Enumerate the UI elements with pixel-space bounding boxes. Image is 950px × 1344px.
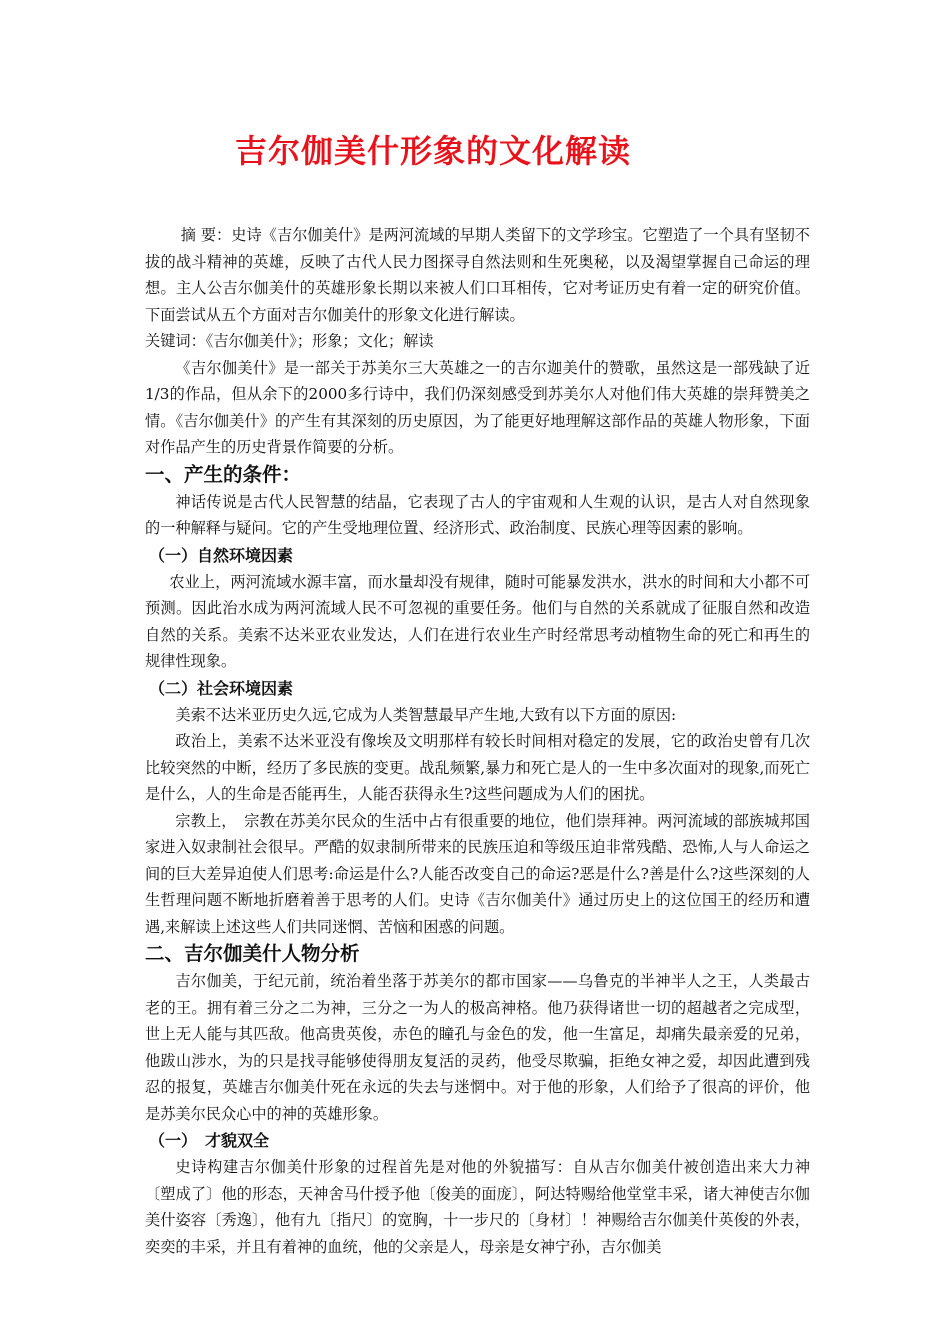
social-paragraph-religion: 宗教上， 宗教在苏美尔民众的生活中占有很重要的地位，他们崇拜神。两河流域的部族城邦国家进入奴隶制社会很早。严酷的奴隶制所带来的民族压迫和等级压迫非常残酷、恐怖,人与人命运之间的巨大差异迫使人们思考:命运是什么?人能否改变自己的命运?恶是什么?善是什么?这些深刻的人生哲理问题不断地折磨着善于思考的人们。史诗《吉尔伽美什》通过历史上的这位国王的经历和遭遇,来解读上述这些人们共同迷惘、苦恼和困惑的问题。 [145,811,810,936]
subsection-heading-natural: （一）自然环境因素 [149,545,294,565]
abstract-paragraph: 摘 要：史诗《吉尔伽美什》是两河流域的早期人类留下的文学珍宝。它塑造了一个具有坚韧不拔的战斗精神的英雄，反映了古代人民力图探寻自然法则和生死奥秘，以及渴望掌握自己命运的理想。主人公吉尔伽美什的英雄形象长期以来被人们口耳相传，它对考证历史有着一定的研究价值。下面尝试从五个方面对吉尔伽美什的形象文化进行解读。 [145,226,810,324]
section1-paragraph: 神话传说是古代人民智慧的结晶，它表现了古人的宇宙观和人生观的认识，是古人对自然现象的一种解释与疑问。它的产生受地理位置、经济形式、政治制度、民族心理等因素的影响。 [145,492,810,537]
section2-paragraph: 吉尔伽美，于纪元前，统治着坐落于苏美尔的都市国家——乌鲁克的半神半人之王，人类最古老的王。拥有着三分之二为神，三分之一为人的极高神格。他乃获得诸世一切的超越者之完成型，世上无人能与其匹敌。他高贵英俊，赤色的瞳孔与金色的发，他一生富足，却痛失最亲爱的兄弟，他跋山涉水，为的只是找寻能够使得朋友复活的灵药，他受尽欺骗，拒绝女神之爱，却因此遭到残忍的报复，英雄吉尔伽美什死在永远的失去与迷惘中。对于他的形象，人们给予了很高的评价，他是苏美尔民众心中的神的英雄形象。 [145,972,810,1123]
section-heading-1: 一、产生的条件： [145,462,302,486]
social-paragraph-1: 美索不达米亚历史久远,它成为人类智慧最早产生地,大致有以下方面的原因: [175,705,677,724]
document-page [145,0,810,1260]
page-title: 吉尔伽美什形象的文化解读 [235,132,632,170]
intro-paragraph: 《吉尔伽美什》是一部关于苏美尔三大英雄之一的吉尔迦美什的赞歌，虽然这是一部残缺了近1/3的作品，但从余下的2000多行诗中，我们仍深刻感受到苏美尔人对他们伟大英雄的崇拜赞美之情。《吉尔伽美什》的产生有其深刻的历史原因，为了能更好地理解这部作品的英雄人物形象，下面对作品产生的历史背景作简要的分析。 [145,358,810,456]
document-body [145,222,810,1260]
social-paragraph-politics: 政治上，美索不达米亚没有像埃及文明那样有较长时间相对稳定的发展，它的政治史曾有几次比较突然的中断，经历了多民族的变更。战乱频繁,暴力和死亡是人的一生中多次面对的现象,而死亡是什么，人的生命是否能再生，人能否获得永生?这些问题成为人们的困扰。 [145,732,810,803]
subsection-heading-talent: （一） 才貌双全 [149,1131,270,1150]
subsection-heading-social: （二）社会环境因素 [149,678,294,698]
natural-paragraph: 农业上，两河流域水源丰富，而水量却没有规律，随时可能暴发洪水，洪水的时间和大小都不可预测。因此治水成为两河流域人民不可忽视的重要任务。他们与自然的关系就成了征服自然和改造自然的关系。美索不达米亚农业发达，人们在进行农业生产时经常思考动植物生命的死亡和再生的规律性现象。 [145,572,810,670]
talent-paragraph: 史诗构建吉尔伽美什形象的过程首先是对他的外貌描写：自从吉尔伽美什被创造出来大力神〔塑成了〕他的形态，天神舍马什授予他〔俊美的面庞〕，阿达特赐给他堂堂丰采，诸大神使吉尔伽美什姿容〔秀逸〕，他有九〔指尺〕的宽胸，十一步尺的〔身材〕！神赐给吉尔伽美什英俊的外表，奕奕的丰采，并且有着神的血统，他的父亲是人，母亲是女神宁孙，吉尔伽美 [145,1158,810,1256]
section-heading-2: 二、吉尔伽美什人物分析 [145,942,360,965]
keywords-line: 关键词：《吉尔伽美什》；形象；文化；解读 [145,332,434,350]
